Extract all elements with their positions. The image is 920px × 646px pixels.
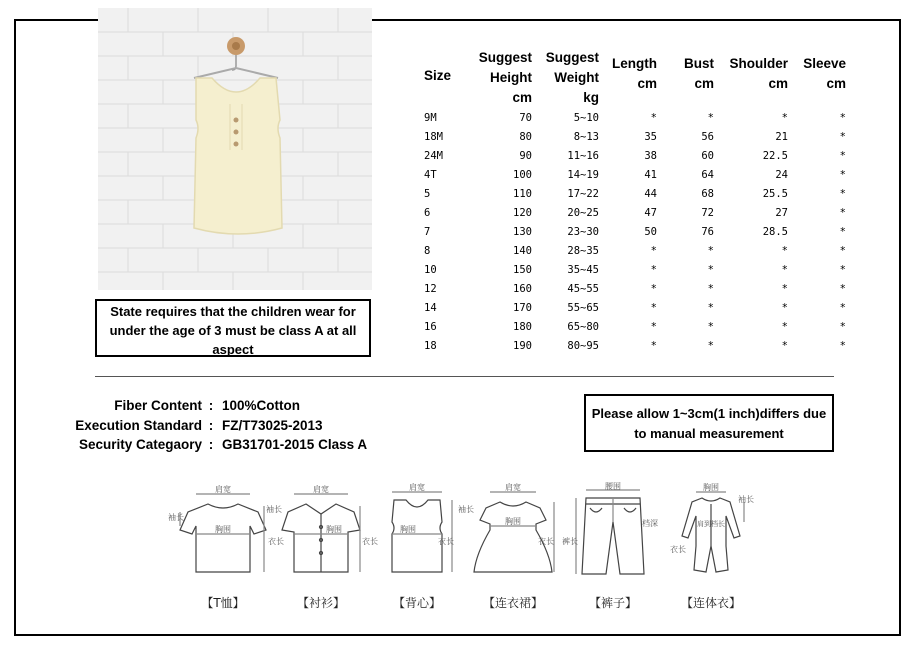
table-cell: 11~16: [567, 149, 599, 162]
spec-fiber-content: Fiber Content : 100%Cotton: [40, 396, 367, 416]
table-cell: 17~22: [567, 187, 599, 200]
garment-side-label: 裤长: [562, 537, 578, 546]
table-cell: *: [707, 339, 714, 352]
table-cell: 47: [644, 206, 657, 219]
table-cell: *: [839, 168, 846, 181]
garment-side-label: 衣长: [362, 537, 378, 546]
garment-label-vest: 【背心】: [392, 596, 441, 610]
table-cell: *: [781, 263, 788, 276]
table-row: [412, 203, 848, 222]
garment-left-label: 袖长: [738, 495, 754, 504]
table-cell: *: [839, 282, 846, 295]
table-cell: 65~80: [567, 320, 599, 333]
garment-mid-label: 胸围: [505, 517, 521, 526]
dress-icon: [458, 482, 568, 584]
table-cell: 100: [513, 168, 532, 181]
header-bust: Bust cm: [684, 56, 714, 91]
size-chart-table: [412, 44, 848, 355]
table-row: [412, 260, 848, 279]
table-cell: 80: [519, 130, 532, 143]
table-cell: *: [707, 301, 714, 314]
garment-mid-label: 肩到档长: [697, 520, 725, 528]
spec-value: 100%Cotton: [222, 398, 301, 413]
garment-top-label: 肩宽: [505, 483, 521, 492]
garment-top-label: 肩宽: [409, 483, 425, 492]
spec-execution-standard: Execution Standard : FZ/T73025-2013: [40, 416, 367, 436]
table-cell: 9M: [424, 111, 437, 124]
table-cell: 140: [513, 244, 532, 257]
table-cell: 24: [775, 168, 788, 181]
table-row: [412, 146, 848, 165]
table-row: [412, 317, 848, 336]
table-cell: 5: [424, 187, 431, 200]
table-cell: 150: [513, 263, 532, 276]
header-size: Size: [424, 68, 452, 83]
garment-diagram-romper: [656, 482, 766, 584]
table-cell: 44: [644, 187, 657, 200]
table-cell: *: [839, 206, 846, 219]
fabric-specs: [40, 396, 367, 455]
table-cell: 80~95: [567, 339, 599, 352]
table-cell: *: [839, 111, 846, 124]
table-cell: 120: [513, 206, 532, 219]
spec-key: Security Categaory: [78, 437, 202, 452]
table-row: [412, 241, 848, 260]
table-cell: *: [781, 320, 788, 333]
table-cell: 56: [701, 130, 714, 143]
spec-security-category: Security Categaory : GB31701-2015 Class A: [40, 435, 367, 455]
table-cell: 10: [424, 263, 437, 276]
table-cell: *: [839, 263, 846, 276]
garment-top-label: 腰围: [605, 482, 621, 491]
table-cell: *: [707, 111, 714, 124]
table-cell: 72: [701, 206, 714, 219]
table-row: [412, 127, 848, 146]
garment-label-romper: 【连体衣】: [680, 596, 741, 610]
table-cell: 18: [424, 339, 437, 352]
table-cell: 55~65: [567, 301, 599, 314]
garment-mid-label: 档深: [642, 519, 658, 528]
garment-diagram-shirt: [266, 482, 376, 584]
table-cell: 16: [424, 320, 437, 333]
garment-diagram-pants: [558, 482, 668, 584]
garment-left-label: 袖长: [266, 505, 282, 514]
table-cell: 6: [424, 206, 431, 219]
table-cell: 64: [701, 168, 714, 181]
spec-value: GB31701-2015 Class A: [222, 437, 368, 452]
table-cell: 35~45: [567, 263, 599, 276]
header-weight: Suggest Weight kg: [545, 50, 599, 105]
garment-side-label: 衣长: [438, 537, 454, 546]
garment-top-label: 胸围: [703, 483, 719, 492]
shirt-icon: [266, 482, 376, 584]
garment-mid-label: 胸围: [400, 525, 416, 534]
table-cell: 76: [701, 225, 714, 238]
table-cell: 70: [519, 111, 532, 124]
table-cell: 7: [424, 225, 431, 238]
table-cell: 180: [513, 320, 532, 333]
table-cell: 41: [644, 168, 657, 181]
header-shoulder: Shoulder cm: [729, 56, 788, 91]
table-cell: *: [650, 339, 657, 352]
garment-mid-label: 胸围: [215, 525, 231, 534]
garment-side-label: 衣长: [670, 545, 686, 554]
table-cell: 20~25: [567, 206, 599, 219]
table-cell: *: [839, 225, 846, 238]
table-cell: 22.5: [762, 149, 788, 162]
table-cell: 90: [519, 149, 532, 162]
garment-side-label: 衣长: [538, 537, 554, 546]
table-row: [412, 165, 848, 184]
section-divider: [95, 376, 834, 377]
garment-mid-label: 胸围: [326, 525, 342, 534]
table-cell: *: [839, 149, 846, 162]
table-cell: 25.5: [762, 187, 788, 200]
pants-icon: [558, 482, 668, 584]
table-cell: *: [707, 263, 714, 276]
table-cell: 50: [644, 225, 657, 238]
table-row: [412, 222, 848, 241]
garment-diagram-dress: [458, 482, 568, 584]
garment-label-pants: 【裤子】: [588, 596, 637, 610]
spec-value: FZ/T73025-2013: [222, 417, 323, 433]
size-chart-body: [412, 108, 848, 355]
table-cell: 24M: [424, 149, 443, 162]
header-sleeve: Sleeve cm: [803, 56, 846, 91]
garment-label-shirt: 【衬衫】: [296, 596, 345, 610]
table-cell: 68: [701, 187, 714, 200]
table-cell: 35: [644, 130, 657, 143]
table-cell: *: [781, 111, 788, 124]
table-cell: 27: [775, 206, 788, 219]
romper-icon: [656, 482, 766, 584]
table-cell: 28.5: [762, 225, 788, 238]
table-cell: 21: [775, 130, 788, 143]
table-row: [412, 108, 848, 127]
table-cell: *: [839, 187, 846, 200]
table-cell: 18M: [424, 130, 443, 143]
product-photo: [98, 8, 372, 290]
table-cell: *: [650, 244, 657, 257]
spec-key: Fiber Content: [114, 398, 202, 413]
table-cell: 5~10: [573, 111, 599, 124]
table-cell: 23~30: [567, 225, 599, 238]
table-cell: 14: [424, 301, 437, 314]
garment-diagram-tshirt: [168, 482, 284, 584]
age-requirement-notice: State requires that the children wear for under the age of 3 must be class A at all aspect: [95, 299, 371, 357]
table-cell: *: [781, 301, 788, 314]
table-cell: 38: [644, 149, 657, 162]
table-cell: *: [781, 282, 788, 295]
table-row: [412, 184, 848, 203]
table-row: [412, 336, 848, 355]
table-cell: *: [650, 282, 657, 295]
table-cell: 4T: [424, 168, 437, 181]
table-row: [412, 279, 848, 298]
table-cell: *: [650, 320, 657, 333]
table-cell: 190: [513, 339, 532, 352]
table-cell: *: [839, 339, 846, 352]
garment-top-label: 肩宽: [313, 485, 329, 494]
table-cell: 45~55: [567, 282, 599, 295]
table-cell: *: [839, 320, 846, 333]
table-cell: 8: [424, 244, 431, 257]
table-cell: *: [650, 263, 657, 276]
table-cell: *: [839, 130, 846, 143]
table-cell: 170: [513, 301, 532, 314]
table-cell: 160: [513, 282, 532, 295]
vest-icon: [362, 482, 472, 584]
table-cell: *: [707, 244, 714, 257]
garment-label-tshirt: 【T恤】: [201, 596, 245, 610]
table-header-row: [412, 44, 848, 108]
table-row: [412, 298, 848, 317]
garment-label-dress: 【连衣裙】: [482, 596, 543, 610]
tshirt-icon: [168, 482, 284, 584]
spec-key: Execution Standard: [75, 417, 202, 433]
table-cell: *: [707, 282, 714, 295]
table-cell: 12: [424, 282, 437, 295]
garment-top-label: 肩宽: [215, 485, 231, 494]
table-cell: 8~13: [573, 130, 599, 143]
table-cell: *: [781, 339, 788, 352]
garment-left-label: 袖长: [458, 505, 474, 514]
garment-side-label: 衣长: [268, 537, 284, 546]
table-cell: *: [650, 111, 657, 124]
table-cell: *: [650, 301, 657, 314]
table-cell: 60: [701, 149, 714, 162]
header-height: Suggest Height cm: [478, 50, 532, 105]
table-cell: 28~35: [567, 244, 599, 257]
measurement-allowance-note: Please allow 1~3cm(1 inch)differs due to manual measurement: [584, 394, 834, 452]
table-cell: 14~19: [567, 168, 599, 181]
table-cell: *: [839, 244, 846, 257]
garment-diagram-vest: [362, 482, 472, 584]
tank-top-photo-illustration: [98, 8, 372, 290]
table-cell: 130: [513, 225, 532, 238]
table-cell: *: [839, 301, 846, 314]
table-cell: *: [781, 244, 788, 257]
garment-left-label: 袖长: [168, 513, 184, 522]
header-length: Length cm: [612, 56, 657, 91]
table-cell: 110: [513, 187, 532, 200]
table-cell: *: [707, 320, 714, 333]
